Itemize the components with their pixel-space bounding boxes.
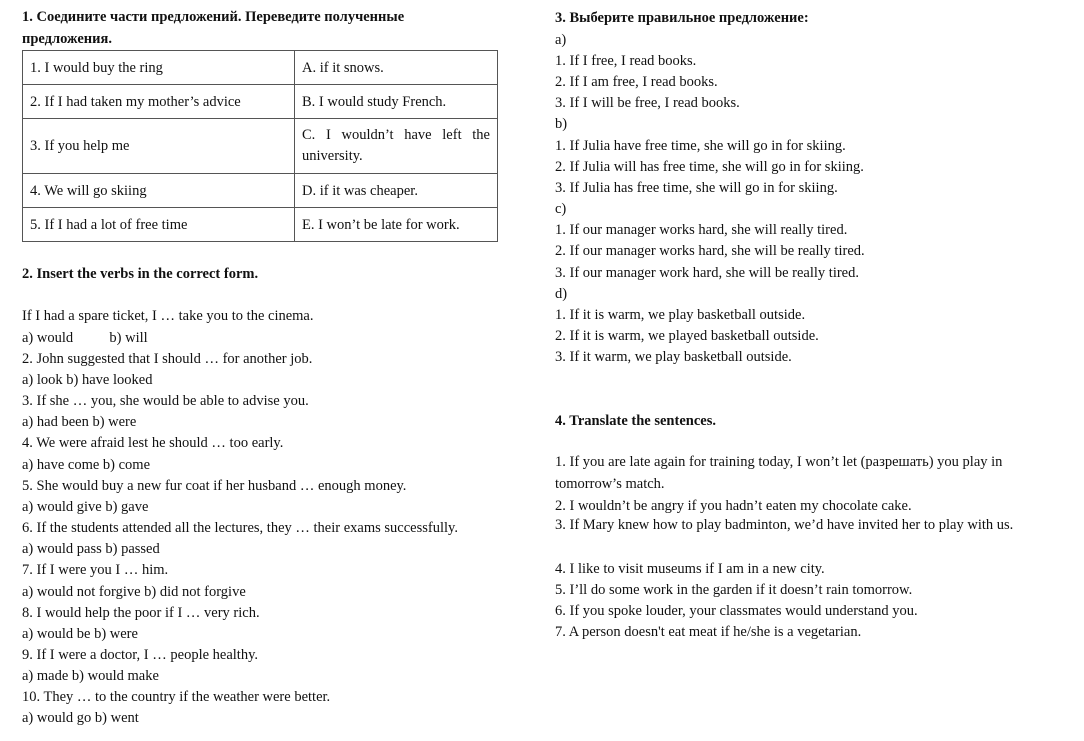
table-cell: 1. I would buy the ring: [23, 51, 295, 85]
task4-item: 2. I wouldn’t be angry if you hadn’t eaten my chocolate cake.: [555, 498, 912, 514]
table-cell: B. I would study French.: [295, 85, 498, 119]
task2-line: a) would pass b) passed: [22, 541, 160, 557]
table-cell: C. I wouldn’t have left the university.: [295, 119, 498, 174]
task2-line: a) have come b) come: [22, 457, 151, 473]
task2-line: a) would b) will: [22, 330, 148, 346]
task3-line: 2. If I am free, I read books.: [555, 74, 718, 90]
task4-item: 4. I like to visit museums if I am in a new city.: [555, 561, 825, 577]
task3-title: 3. Выберите правильное предложение:: [555, 10, 809, 26]
table-row: [23, 208, 498, 242]
task3-line: 3. If our manager work hard, she will be really tired.: [555, 265, 859, 281]
task2-line: a) made b) would make: [22, 668, 159, 684]
task1-title-line2: предложения.: [22, 31, 112, 47]
table-row: [23, 51, 498, 85]
task3-line: c): [555, 201, 567, 217]
table-cell: A. if it snows.: [295, 51, 498, 85]
table-cell: E. I won’t be late for work.: [295, 208, 498, 242]
task4-item: 6. If you spoke louder, your classmates would understand you.: [555, 603, 918, 619]
matching-table: [22, 50, 498, 242]
task2-title: 2. Insert the verbs in the correct form.: [22, 266, 259, 282]
task3-line: 1. If our manager works hard, she will really tired.: [555, 222, 848, 238]
task2-line: 8. I would help the poor if I … very rich.: [22, 605, 260, 621]
task2-line: 10. They … to the country if the weather were better.: [22, 689, 331, 705]
task4-item: 3. If Mary knew how to play badminton, we’d have invited her to play with us.: [555, 517, 1014, 533]
task3-line: 1. If Julia have free time, she will go in for skiing.: [555, 138, 846, 154]
table-row: [23, 174, 498, 208]
task3-line: 3. If I will be free, I read books.: [555, 95, 740, 111]
table-row: [23, 119, 498, 174]
task2-line: 5. She would buy a new fur coat if her husband … enough money.: [22, 478, 407, 494]
task3-line: d): [555, 286, 568, 302]
task2-line: a) had been b) were: [22, 414, 137, 430]
task3-line: 1. If it is warm, we play basketball outside.: [555, 307, 806, 323]
task4-item: 7. A person doesn't eat meat if he/she is a vegetarian.: [555, 624, 862, 640]
task4-item: 5. I’ll do some work in the garden if it doesn’t rain tomorrow.: [555, 582, 913, 598]
task2-line: 7. If I were you I … him.: [22, 562, 169, 578]
task2-line: a) would not forgive b) did not forgive: [22, 584, 246, 600]
task3-line: 3. If Julia has free time, she will go in for skiing.: [555, 180, 838, 196]
table-cell: 5. If I had a lot of free time: [23, 208, 295, 242]
task4-title: 4. Translate the sentences.: [555, 413, 716, 429]
task3-line: 2. If Julia will has free time, she will go in for skiing.: [555, 159, 864, 175]
task2-line: a) would be b) were: [22, 626, 138, 642]
task3-line: 1. If I free, I read books.: [555, 53, 697, 69]
task3-line: 2. If our manager works hard, she will be really tired.: [555, 243, 865, 259]
task3-line: 3. If it warm, we play basketball outside.: [555, 349, 792, 365]
task2-line: a) look b) have looked: [22, 372, 153, 388]
task3-line: b): [555, 116, 568, 132]
task2-line: 4. We were afraid lest he should … too early.: [22, 435, 284, 451]
table-cell: 4. We will go skiing: [23, 174, 295, 208]
task2-line: 2. John suggested that I should … for another job.: [22, 351, 313, 367]
task2-line: 6. If the students attended all the lectures, they … their exams successfully.: [22, 520, 458, 536]
task3-line: a): [555, 32, 567, 48]
task2-line: a) would go b) went: [22, 710, 139, 726]
task2-line: If I had a spare ticket, I … take you to the cinema.: [22, 308, 314, 324]
task3-line: 2. If it is warm, we played basketball outside.: [555, 328, 819, 344]
task2-line: a) would give b) gave: [22, 499, 149, 515]
task4-item: 1. If you are late again for training today, I won’t let (разрешать) you play in tomorrow’s match.: [555, 454, 1003, 492]
table-row: [23, 85, 498, 119]
table-cell: 2. If I had taken my mother’s advice: [23, 85, 295, 119]
task2-line: 3. If she … you, she would be able to advise you.: [22, 393, 309, 409]
table-cell: D. if it was cheaper.: [295, 174, 498, 208]
task1-title-line1: 1. Соедините части предложений. Переведите полученные: [22, 9, 405, 25]
task2-line: 9. If I were a doctor, I … people healthy.: [22, 647, 259, 663]
table-cell: 3. If you help me: [23, 119, 295, 174]
